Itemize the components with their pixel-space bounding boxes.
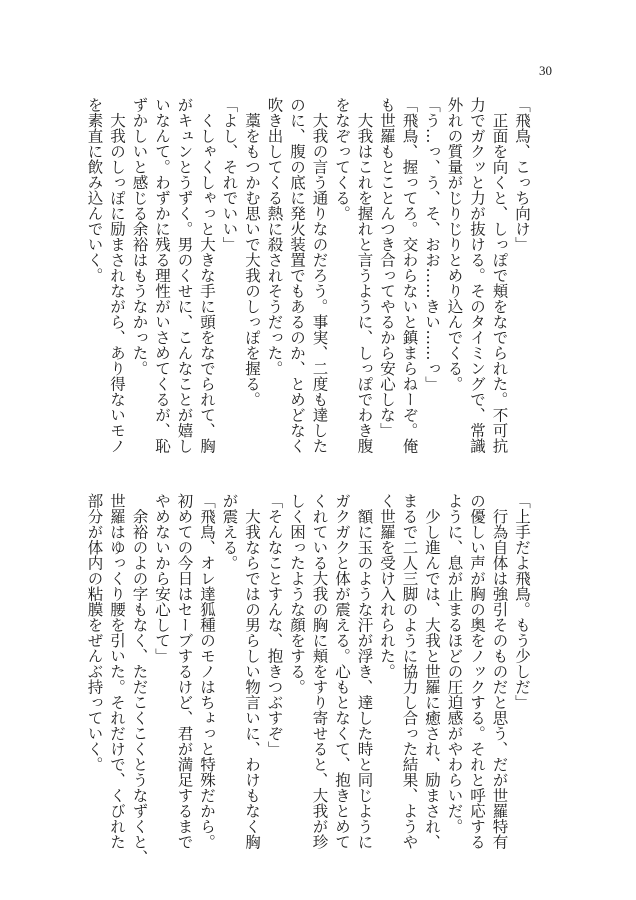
text-column: 「飛鳥、こっち向け」 [513, 97, 531, 252]
text-column: が震える。 [220, 493, 239, 571]
text-column: の優しい声が胸の奥をノックする。それと呼応する [468, 493, 486, 850]
text-column: 世羅はゆっくり腰を引いた。それだけで、くびれた [108, 493, 126, 850]
text-column: 「上手だよ飛鳥。もう少しだ」 [513, 493, 531, 710]
page-number: 30 [539, 63, 552, 78]
text-column: 行為自体は強引そのものだと思う、だが世羅特有 [490, 493, 509, 850]
text-column: やめないから安心して」 [153, 493, 171, 664]
text-column: を素直に飲み込んでいく。 [85, 97, 104, 283]
text-column: 額に玉のような汗が浮き、達した時と同じように [355, 493, 374, 850]
text-column: 部分が体内の粘膜をぜんぶ持っていく。 [85, 493, 104, 772]
text-column: のに、腹の底に発火装置でもあるのか、とめどなく [288, 97, 306, 454]
text-column: 吹き出してくる熱に殺されそうだった。 [265, 97, 284, 376]
text-block-lower [83, 493, 533, 873]
text-column: も世羅もとことんつき合ってやるから安心しな」 [378, 97, 396, 438]
text-column: 「そんなことすんな、抱きつぶすぞ」 [265, 493, 284, 757]
text-column: 外れの質量がじりじりとめり込んでくる。 [445, 97, 464, 392]
text-column: いなんて。わずかに残る理性がいさめてくるが、恥 [153, 97, 171, 454]
text-column: 初めての今日はセーブするけど、君が満足するまで [175, 493, 194, 850]
text-column: 藁をもつかむ思いで大我のしっぽを握る。 [243, 97, 261, 407]
text-column: 「飛鳥、握ってろ。交わらないと鎮まらねーぞ。俺 [400, 97, 419, 454]
text-column: ように、息が止まるほどの圧迫感がやわらいだ。 [445, 493, 464, 834]
text-column: 大我はこれを握れと言うように、しっぽでわき腹 [355, 97, 374, 454]
text-column: をなぞってくる。 [333, 97, 351, 221]
text-column: 「う…っ、う、そ、おお……きい……っ」 [423, 97, 441, 392]
text-column: 大我ならではの男らしい物言いに、わけもなく胸 [243, 493, 261, 850]
text-column: 「飛鳥、オレ達狐種のモノはちょっと特殊だから。 [198, 493, 216, 850]
text-column: 大我の言う通りなのだろう。事実、二度も達した [310, 97, 329, 454]
text-column: しく困ったような顔をする。 [288, 493, 306, 695]
text-column: 少し進んでは、大我と世羅に癒され、励まされ、 [423, 493, 441, 850]
text-column: まるで二人三脚のように協力し合った結果、ようや [400, 493, 419, 850]
text-block-upper [83, 97, 533, 477]
text-column: がキュンとうずく。男のくせに、こんなことが嬉し [175, 97, 194, 454]
text-column: くれている大我の胸に頬をすり寄せると、大我が珍 [310, 493, 329, 850]
text-column: ガクガクと体が震える。心もとなくて、抱きとめて [333, 493, 351, 850]
text-column: くしゃくしゃっと大きな手に頭をなでられて、胸 [198, 97, 216, 454]
text-column: 正面を向くと、しっぽで頬をなでられた。不可抗 [490, 97, 509, 454]
text-column: 余裕のよの字もなく、ただこくこくとうなずくと、 [130, 493, 149, 865]
text-column: く世羅を受け入れられた。 [378, 493, 396, 679]
text-column: 力でガクッと力が抜ける。そのタイミングで、常識 [468, 97, 486, 454]
text-column: ずかしいと感じる余裕はもうなかった。 [130, 97, 149, 376]
text-column: 「よし、それでいい」 [220, 97, 239, 252]
text-column: 大我のしっぽに励まされながら、あり得ないモノ [108, 97, 126, 454]
